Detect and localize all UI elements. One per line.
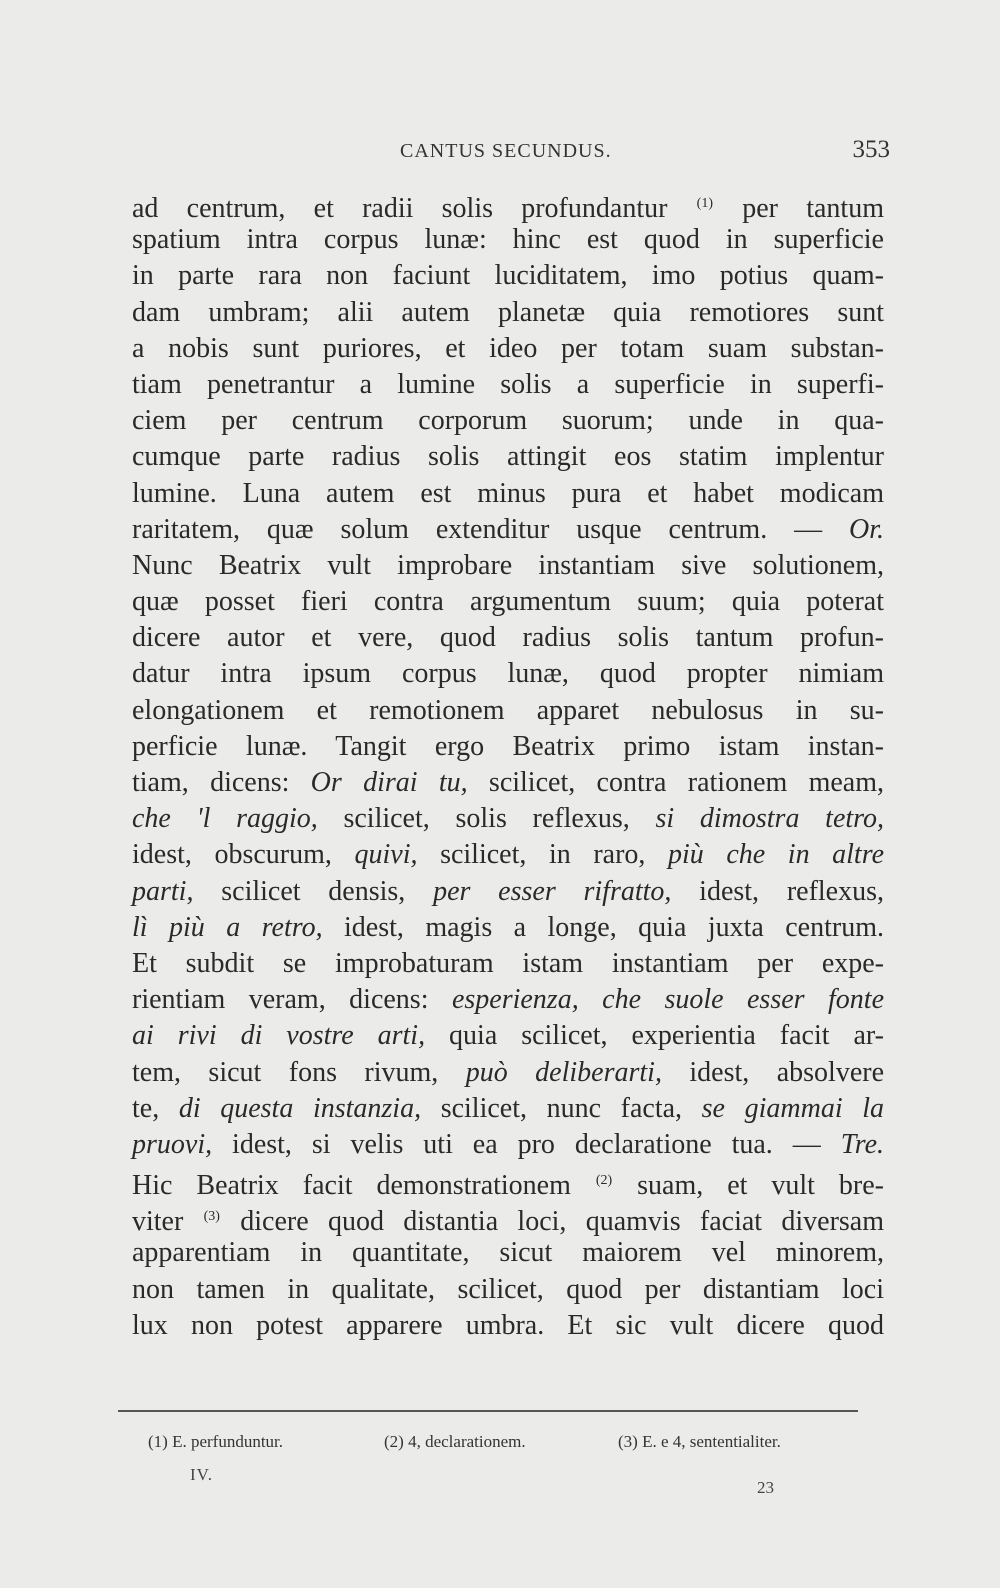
text-run: quæ posset fieri contra argumentum suum; quia poterat — [132, 586, 884, 618]
italic-quotation: esperienza, che suole esser fonte — [451, 984, 884, 1016]
text-line — [132, 837, 884, 873]
sheet-signature: 23 — [757, 1478, 774, 1497]
text-run: a nobis sunt puriores, et ideo per totam suam substan- — [132, 332, 884, 364]
italic-quotation: parti, — [132, 875, 194, 907]
text-line — [132, 1055, 884, 1091]
text-run: tiam penetrantur a lumine solis a superficie in superfi- — [132, 368, 884, 400]
text-line — [132, 403, 884, 439]
text-line — [132, 729, 884, 765]
italic-quotation: si dimostra tetro, — [655, 803, 885, 835]
running-head — [118, 136, 890, 176]
footnote-2 — [384, 1432, 526, 1452]
italic-quotation: più che in altre — [667, 839, 884, 871]
text-run: idest, obscurum, — [132, 839, 355, 871]
text-run: rientiam veram, dicens: — [132, 984, 452, 1016]
text-line — [132, 186, 884, 222]
text-run: tiam, dicens: — [132, 767, 311, 798]
italic-quotation: che 'l raggio, — [132, 803, 318, 835]
footnote-rule — [118, 1410, 858, 1412]
text-run: scilicet, solis reflexus, — [317, 803, 656, 835]
text-run: quia scilicet, experientia facit ar- — [425, 1020, 884, 1052]
footnote-3 — [618, 1432, 781, 1452]
text-run: spatium intra corpus lunæ: hinc est quod in superficie — [132, 224, 884, 256]
footnote-text: E. e 4, sententialiter. — [642, 1432, 781, 1451]
footnote-mark: (3) — [618, 1432, 638, 1451]
text-run: idest, magis a longe, quia juxta centrum. — [322, 911, 884, 943]
text-line — [132, 874, 884, 910]
text-line — [132, 584, 884, 620]
text-run: te, — [132, 1092, 179, 1124]
text-line — [132, 512, 884, 548]
text-line — [132, 656, 884, 692]
text-line — [132, 1308, 884, 1344]
text-run: idest, absolvere — [661, 1056, 884, 1088]
text-run: suam, et vult bre- — [613, 1170, 884, 1202]
footnote-reference: (3) — [203, 1209, 220, 1225]
text-run: Nunc Beatrix vult improbare instantiam sive solutionem, — [132, 549, 884, 581]
text-line — [132, 620, 884, 656]
text-line — [132, 548, 884, 584]
text-line — [132, 765, 884, 801]
text-line — [132, 693, 884, 729]
volume-signature: IV. — [190, 1465, 213, 1484]
italic-quotation: Tre. — [840, 1128, 884, 1160]
text-line — [132, 1199, 884, 1238]
text-run: ciem per centrum corporum suorum; unde in qua- — [132, 405, 884, 437]
text-run: idest, reflexus, — [671, 875, 885, 907]
page-number: 353 — [852, 136, 890, 163]
text-run: viter — [132, 1206, 203, 1238]
text-line — [132, 1163, 884, 1202]
text-line — [132, 910, 884, 946]
italic-quotation: pruovi, — [132, 1128, 213, 1160]
footnotes — [148, 1432, 854, 1462]
text-run: cumque parte radius solis attingit eos statim implentur — [132, 441, 884, 473]
italic-quotation: può deliberarti, — [465, 1056, 662, 1088]
text-run: in parte rara non faciunt luciditatem, imo potius quam- — [132, 260, 884, 292]
text-run: elongationem et remotionem apparet nebulosus in su- — [132, 694, 884, 726]
italic-quotation: quivi, — [354, 839, 418, 871]
text-line — [132, 439, 884, 475]
footnote-mark: (1) — [148, 1432, 168, 1451]
text-run: scilicet, in raro, — [417, 839, 668, 871]
text-run: apparentiam in quantitate, sicut maiorem vel minorem, — [132, 1237, 884, 1269]
text-run: perficie lunæ. Tangit ergo Beatrix primo istam instan- — [132, 730, 884, 762]
italic-quotation: Or. — [848, 513, 884, 545]
text-line — [132, 801, 884, 837]
text-line — [132, 476, 884, 512]
italic-quotation: lì più a retro, — [132, 911, 323, 943]
text-run: lumine. Luna autem est minus pura et habet modicam — [132, 477, 884, 509]
text-line — [132, 1091, 884, 1127]
text-run: Hic Beatrix facit demonstrationem — [132, 1170, 595, 1202]
text-run: scilicet, contra rationem meam, — [467, 767, 884, 798]
text-run: tem, sicut fons rivum, — [132, 1056, 466, 1088]
text-run: datur intra ipsum corpus lunæ, quod propter nimiam — [132, 658, 884, 690]
italic-quotation: per esser rifratto, — [433, 875, 672, 907]
text-line — [132, 367, 884, 403]
footnote-text: E. perfunduntur. — [172, 1432, 284, 1451]
text-line — [132, 1235, 884, 1271]
text-line — [132, 1018, 884, 1054]
text-line — [132, 295, 884, 331]
text-run: dam umbram; alii autem planetæ quia remotiores sunt — [132, 296, 884, 328]
footnote-reference: (1) — [696, 196, 713, 211]
text-run: non tamen in qualitate, scilicet, quod per distantiam loci — [132, 1273, 884, 1305]
commentary-text — [132, 186, 884, 1344]
text-line — [132, 1272, 884, 1308]
text-run: ad centrum, et radii solis profundantur — [132, 193, 696, 224]
text-run: scilicet, nunc facta, — [421, 1092, 702, 1124]
running-title: CANTUS SECUNDUS. — [400, 140, 612, 162]
text-run: dicere autor et vere, quod radius solis tantum profun- — [132, 622, 884, 654]
italic-quotation: se giammai la — [701, 1092, 884, 1124]
italic-quotation: di questa instanzia, — [178, 1092, 422, 1124]
footnote-1 — [148, 1432, 283, 1452]
italic-quotation: ai rivi di vostre arti, — [132, 1020, 426, 1052]
text-run: idest, si velis uti ea pro declaratione tua. — — [212, 1128, 841, 1160]
text-line — [132, 1127, 884, 1163]
italic-quotation: Or dirai tu, — [310, 767, 468, 798]
text-run: raritatem, quæ solum extenditur usque centrum. — — [132, 513, 849, 545]
text-run: per tantum — [713, 193, 884, 224]
text-line — [132, 982, 884, 1018]
text-run: Et subdit se improbaturam istam instantiam per expe- — [132, 947, 884, 979]
text-line — [132, 258, 884, 294]
text-line — [132, 222, 884, 258]
text-run: dicere quod distantia loci, quamvis faciat diversam — [220, 1206, 884, 1238]
text-run: lux non potest apparere umbra. Et sic vult dicere quod — [132, 1309, 884, 1341]
text-line — [132, 331, 884, 367]
footnote-mark: (2) — [384, 1432, 404, 1451]
footnote-text: 4, declarationem. — [408, 1432, 526, 1451]
footnote-reference: (2) — [595, 1173, 613, 1189]
text-line — [132, 946, 884, 982]
text-run: scilicet densis, — [193, 875, 434, 907]
